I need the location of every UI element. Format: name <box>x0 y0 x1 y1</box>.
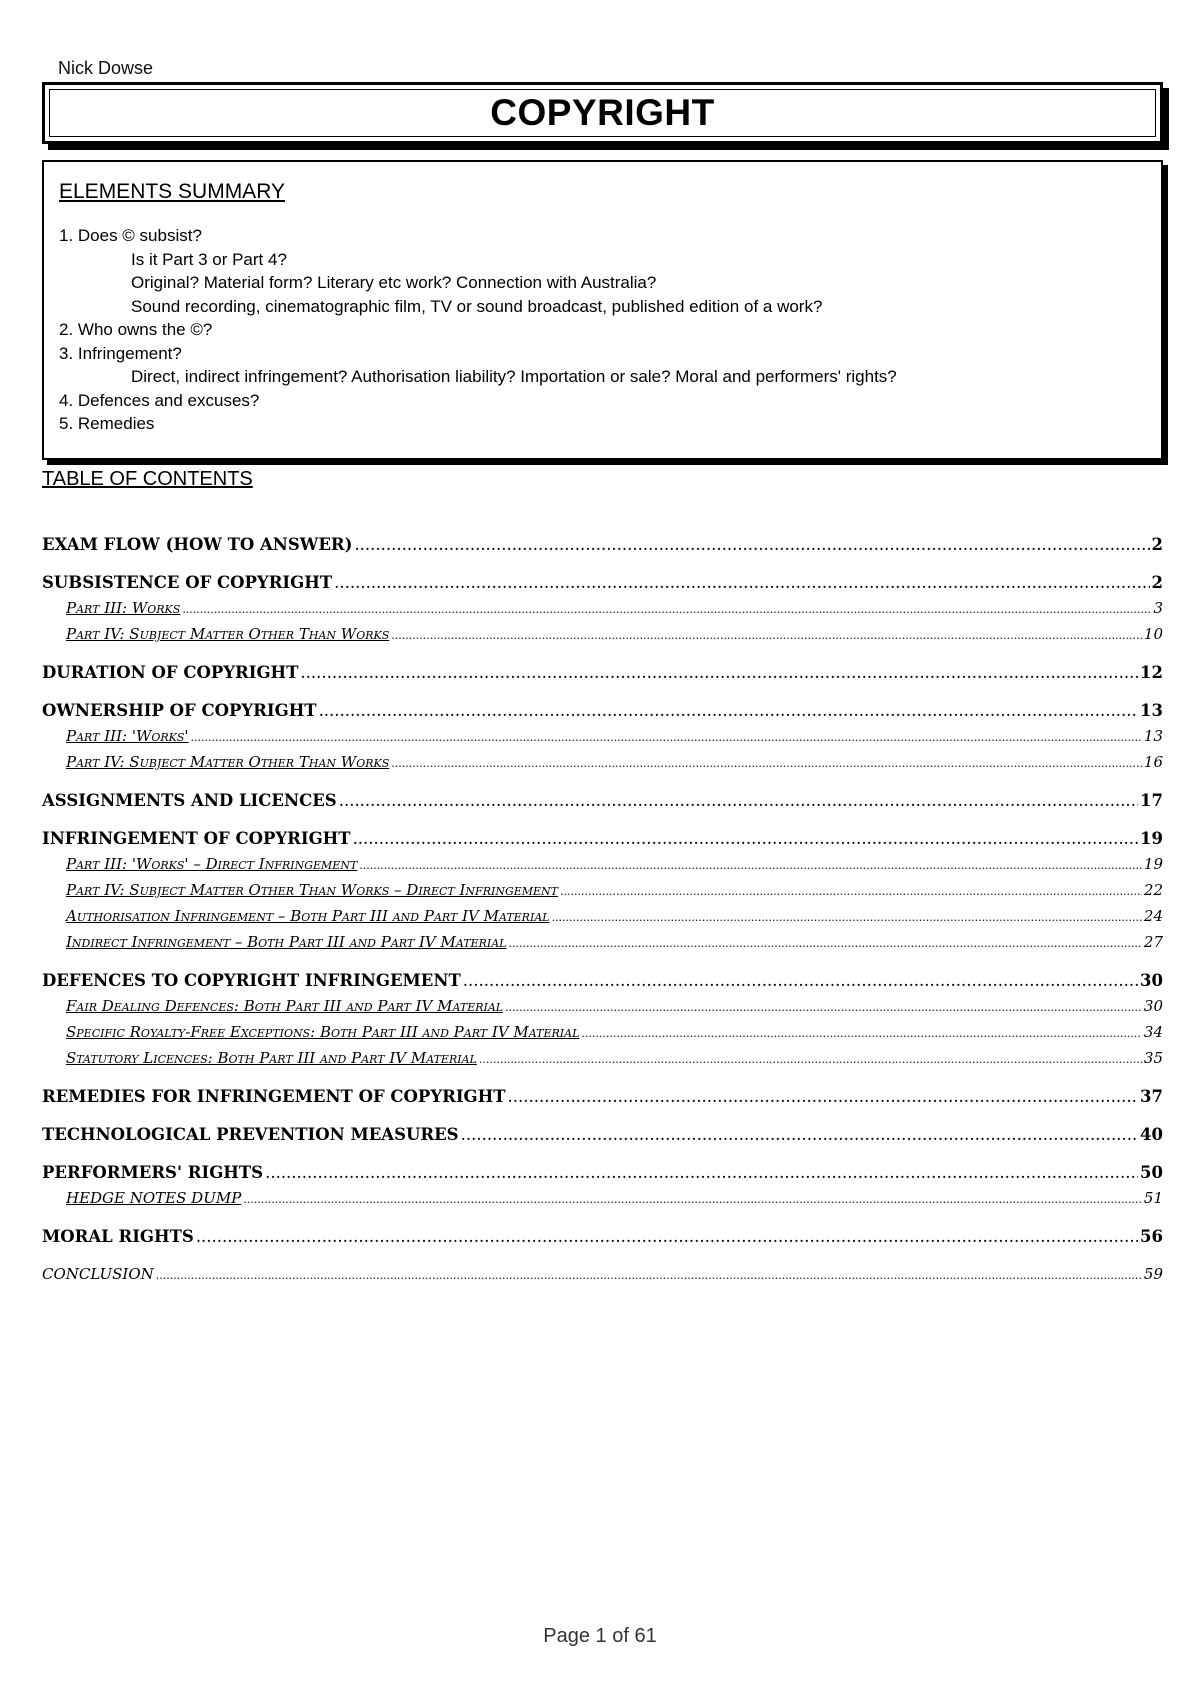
toc-entry[interactable] <box>42 997 1163 1023</box>
toc-entry-label[interactable]: Part IV: Subject Matter Other Than Works – Direct Infringement <box>66 881 559 899</box>
toc-entry-label[interactable]: INFRINGEMENT OF COPYRIGHT <box>42 829 351 848</box>
toc-dot-leader <box>265 1163 1138 1182</box>
summary-line: Is it Part 3 or Part 4? <box>131 249 287 269</box>
toc-entry-page[interactable]: 24 <box>1143 907 1163 925</box>
page-number: Page 1 of 61 <box>543 1625 657 1647</box>
toc-entry-page[interactable]: 56 <box>1140 1227 1163 1246</box>
toc-entry[interactable] <box>42 727 1163 753</box>
summary-line: 1. Does © subsist? <box>59 226 202 245</box>
toc-dot-leader <box>508 1087 1139 1106</box>
toc-dot-leader <box>354 535 1149 554</box>
toc-entry-page[interactable]: 27 <box>1143 933 1163 951</box>
toc-entry-label[interactable]: OWNERSHIP OF COPYRIGHT <box>42 701 317 720</box>
toc-entry-page[interactable]: 50 <box>1140 1163 1163 1182</box>
toc-entry[interactable] <box>42 753 1163 779</box>
toc-entry-page[interactable]: 37 <box>1140 1087 1163 1106</box>
toc-entry-label[interactable]: DEFENCES TO COPYRIGHT INFRINGEMENT <box>42 971 461 990</box>
toc-dot-leader <box>359 859 1142 872</box>
toc-dot-leader <box>508 937 1141 950</box>
toc-entry-label[interactable]: Statutory Licences: Both Part III and Part IV Material <box>66 1049 477 1067</box>
summary-line: 3. Infringement? <box>59 343 182 363</box>
toc-entry[interactable] <box>42 881 1163 907</box>
toc-entry-label[interactable]: Part III: Works <box>66 599 181 617</box>
toc-entry[interactable] <box>42 791 1163 817</box>
summary-line: Sound recording, cinematographic film, TV or sound broadcast, published edition of a work? <box>131 296 823 316</box>
toc-entry-label[interactable]: Part IV: Subject Matter Other Than Works <box>66 625 390 643</box>
toc-entry[interactable] <box>42 701 1163 727</box>
toc-dot-leader <box>353 829 1138 848</box>
toc-entry-label[interactable]: REMEDIES FOR INFRINGEMENT OF COPYRIGHT <box>42 1087 506 1106</box>
summary-line: 5. Remedies <box>59 414 155 433</box>
toc-entry[interactable] <box>42 573 1163 599</box>
toc-dot-leader <box>552 911 1142 924</box>
toc-entry[interactable] <box>42 933 1163 959</box>
toc-entry-page[interactable]: 2 <box>1151 573 1163 592</box>
toc-dot-leader <box>196 1227 1138 1246</box>
toc-entry-label[interactable]: MORAL RIGHTS <box>42 1227 194 1246</box>
toc-entry-page[interactable]: 19 <box>1140 829 1163 848</box>
toc-entry-page[interactable]: 19 <box>1143 855 1163 873</box>
toc-entry[interactable] <box>42 1163 1163 1189</box>
toc-entry-label[interactable]: Part III: 'Works' <box>66 727 189 745</box>
table-of-contents <box>42 535 1163 1291</box>
toc-entry-label[interactable]: Part IV: Subject Matter Other Than Works <box>66 753 390 771</box>
toc-entry[interactable] <box>42 1227 1163 1253</box>
toc-entry-page[interactable]: 13 <box>1143 727 1163 745</box>
toc-dot-leader <box>461 1125 1138 1144</box>
toc-entry[interactable] <box>42 1189 1163 1215</box>
toc-entry-page[interactable]: 51 <box>1143 1189 1163 1207</box>
toc-entry[interactable] <box>42 907 1163 933</box>
title-banner <box>42 82 1163 144</box>
toc-heading: TABLE OF CONTENTS <box>42 468 253 490</box>
toc-entry-page[interactable]: 30 <box>1140 971 1163 990</box>
toc-entry-label[interactable]: Specific Royalty-Free Exceptions: Both Part III and Part IV Material <box>66 1023 580 1041</box>
toc-dot-leader <box>300 663 1138 682</box>
toc-dot-leader <box>505 1001 1142 1014</box>
toc-entry-label[interactable]: HEDGE NOTES DUMP <box>66 1189 242 1207</box>
toc-entry-page[interactable]: 34 <box>1143 1023 1163 1041</box>
toc-entry-page[interactable]: 35 <box>1143 1049 1163 1067</box>
toc-entry-page[interactable]: 2 <box>1151 535 1163 554</box>
toc-dot-leader <box>391 629 1142 642</box>
toc-dot-leader <box>334 573 1149 592</box>
toc-entry-label[interactable]: DURATION OF COPYRIGHT <box>42 663 299 682</box>
toc-entry[interactable] <box>42 535 1163 561</box>
document-title: COPYRIGHT <box>490 92 715 133</box>
toc-entry[interactable] <box>42 855 1163 881</box>
toc-dot-leader <box>182 603 1151 616</box>
author-name: Nick Dowse <box>58 58 154 78</box>
toc-entry-label[interactable]: Part III: 'Works' – Direct Infringement <box>66 855 358 873</box>
summary-line: Original? Material form? Literary etc work? Connection with Australia? <box>131 273 657 292</box>
toc-dot-leader <box>243 1193 1142 1206</box>
toc-entry[interactable] <box>42 1049 1163 1075</box>
elements-summary-list <box>59 224 1161 436</box>
toc-entry[interactable] <box>42 663 1163 689</box>
elements-summary-heading: ELEMENTS SUMMARY <box>59 180 285 203</box>
toc-entry-page[interactable]: 16 <box>1143 753 1163 771</box>
summary-line: 2. Who owns the ©? <box>59 320 213 339</box>
toc-entry-label[interactable]: TECHNOLOGICAL PREVENTION MEASURES <box>42 1125 459 1144</box>
toc-entry-label[interactable]: Authorisation Infringement – Both Part III and Part IV Material <box>66 907 550 925</box>
toc-entry[interactable] <box>42 971 1163 997</box>
toc-entry-label[interactable]: Indirect Infringement – Both Part III and Part IV Material <box>66 933 507 951</box>
toc-entry-page[interactable]: 22 <box>1143 881 1163 899</box>
toc-dot-leader <box>463 971 1138 990</box>
toc-dot-leader <box>479 1053 1142 1066</box>
toc-entry[interactable] <box>42 1125 1163 1151</box>
toc-entry-label[interactable]: ASSIGNMENTS AND LICENCES <box>42 791 337 810</box>
toc-entry-page[interactable]: 12 <box>1140 663 1163 682</box>
toc-dot-leader <box>339 791 1138 810</box>
toc-entry-label[interactable]: EXAM FLOW (HOW TO ANSWER) <box>42 535 353 554</box>
toc-entry-label[interactable]: SUBSISTENCE OF COPYRIGHT <box>42 573 333 592</box>
summary-line: 4. Defences and excuses? <box>59 390 260 410</box>
toc-dot-leader <box>391 757 1142 770</box>
toc-entry-page[interactable]: 59 <box>1143 1265 1163 1283</box>
toc-entry[interactable] <box>42 829 1163 855</box>
toc-dot-leader <box>581 1027 1142 1040</box>
toc-dot-leader <box>191 731 1142 744</box>
toc-entry-page[interactable]: 40 <box>1140 1125 1163 1144</box>
toc-entry[interactable] <box>42 1265 1163 1291</box>
elements-summary-box <box>42 160 1163 460</box>
toc-entry[interactable] <box>42 1087 1163 1113</box>
summary-line: Direct, indirect infringement? Authorisation liability? Importation or sale? Moral and performers' rights? <box>131 367 897 386</box>
toc-entry-label[interactable]: CONCLUSION <box>42 1265 154 1283</box>
toc-entry-page[interactable]: 17 <box>1140 791 1163 810</box>
toc-entry-page[interactable]: 3 <box>1153 599 1163 617</box>
toc-entry-page[interactable]: 13 <box>1140 701 1163 720</box>
toc-entry-label[interactable]: Fair Dealing Defences: Both Part III and Part IV Material <box>66 997 504 1015</box>
toc-entry[interactable] <box>42 599 1163 625</box>
toc-entry[interactable] <box>42 1023 1163 1049</box>
toc-dot-leader <box>319 701 1138 720</box>
toc-entry-page[interactable]: 30 <box>1143 997 1163 1015</box>
toc-dot-leader <box>156 1269 1142 1282</box>
toc-entry-page[interactable]: 10 <box>1143 625 1163 643</box>
toc-entry[interactable] <box>42 625 1163 651</box>
toc-dot-leader <box>560 885 1142 898</box>
toc-entry-label[interactable]: PERFORMERS' RIGHTS <box>42 1163 264 1182</box>
